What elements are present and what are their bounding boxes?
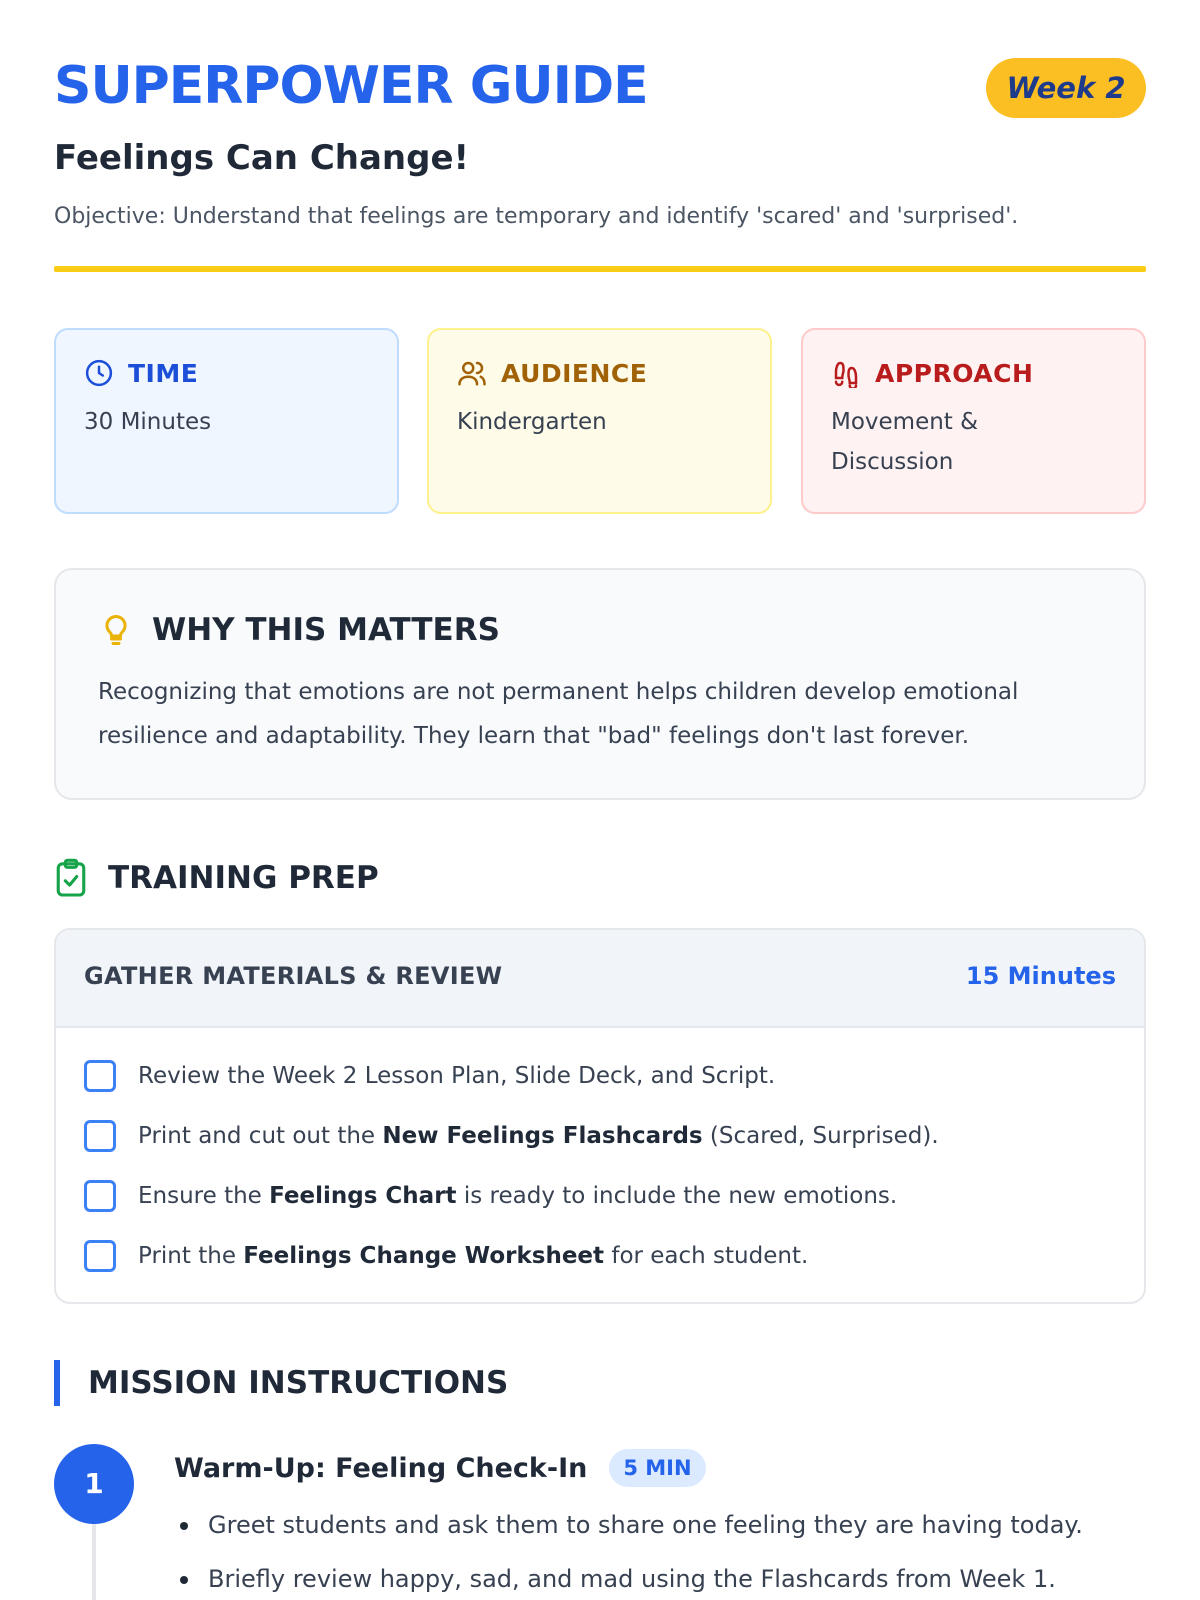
mission-title: MISSION INSTRUCTIONS xyxy=(88,1365,509,1401)
step-connector-line xyxy=(92,1520,96,1600)
mission-instructions-heading xyxy=(54,1360,508,1406)
header xyxy=(54,56,1146,120)
step-number-badge: 1 xyxy=(54,1444,134,1524)
footprints-icon xyxy=(831,358,861,388)
checklist-item xyxy=(84,1226,1116,1286)
mission-accent-bar xyxy=(54,1360,60,1406)
header-divider xyxy=(54,266,1146,272)
checkbox[interactable] xyxy=(84,1240,116,1272)
approach-card-value: Movement & Discussion xyxy=(831,409,979,475)
materials-panel-header xyxy=(56,930,1144,1028)
users-icon xyxy=(457,358,487,388)
step-bullet-list xyxy=(176,1502,1083,1600)
checklist-item xyxy=(84,1166,1116,1226)
time-card-value: 30 Minutes xyxy=(84,409,212,435)
materials-panel-label: GATHER MATERIALS & REVIEW xyxy=(84,962,503,990)
training-prep-title: TRAINING PREP xyxy=(108,860,379,896)
lesson-subtitle: Feelings Can Change! xyxy=(54,138,470,178)
lesson-objective: Objective: Understand that feelings are temporary and identify 'scared' and 'surprised'. xyxy=(54,204,1019,229)
time-card-label: TIME xyxy=(128,358,199,388)
why-title: WHY THIS MATTERS xyxy=(152,612,500,648)
training-prep-heading xyxy=(54,856,379,900)
checklist-item xyxy=(84,1106,1116,1166)
step-bullet: Briefly review happy, sad, and mad using the Flashcards from Week 1. xyxy=(176,1556,1083,1600)
checklist-item xyxy=(84,1046,1116,1106)
step-header xyxy=(174,1448,706,1488)
step-bullet: Greet students and ask them to share one feeling they are having today. xyxy=(176,1502,1083,1556)
audience-card-label: AUDIENCE xyxy=(501,358,648,388)
checkbox[interactable] xyxy=(84,1180,116,1212)
page-title: SUPERPOWER GUIDE xyxy=(54,56,648,116)
checklist-item-text: Print the Feelings Change Worksheet for each student. xyxy=(138,1243,809,1269)
checklist-item-text: Review the Week 2 Lesson Plan, Slide Deck, and Script. xyxy=(138,1063,776,1089)
why-text: Recognizing that emotions are not permanent helps children develop emotional resilience and adaptability. They learn that "bad" feelings don't last forever. xyxy=(98,679,1019,749)
week-badge: Week 2 xyxy=(986,58,1146,118)
time-card xyxy=(54,328,399,514)
checklist-item-text: Print and cut out the New Feelings Flashcards (Scared, Surprised). xyxy=(138,1123,939,1149)
materials-panel xyxy=(54,928,1146,1304)
clock-icon xyxy=(84,358,114,388)
audience-card xyxy=(427,328,772,514)
approach-card xyxy=(801,328,1146,514)
why-this-matters-box xyxy=(54,568,1146,800)
materials-checklist xyxy=(56,1028,1144,1286)
step-title: Warm-Up: Feeling Check-In xyxy=(174,1452,588,1484)
checkbox[interactable] xyxy=(84,1060,116,1092)
step-duration-badge: 5 MIN xyxy=(609,1449,705,1487)
approach-card-label: APPROACH xyxy=(875,358,1034,388)
checklist-item-text: Ensure the Feelings Chart is ready to include the new emotions. xyxy=(138,1183,898,1209)
checkbox[interactable] xyxy=(84,1120,116,1152)
lightbulb-icon xyxy=(98,610,134,650)
materials-panel-duration: 15 Minutes xyxy=(965,962,1116,990)
clipboard-check-icon xyxy=(54,858,88,898)
audience-card-value: Kindergarten xyxy=(457,409,607,435)
